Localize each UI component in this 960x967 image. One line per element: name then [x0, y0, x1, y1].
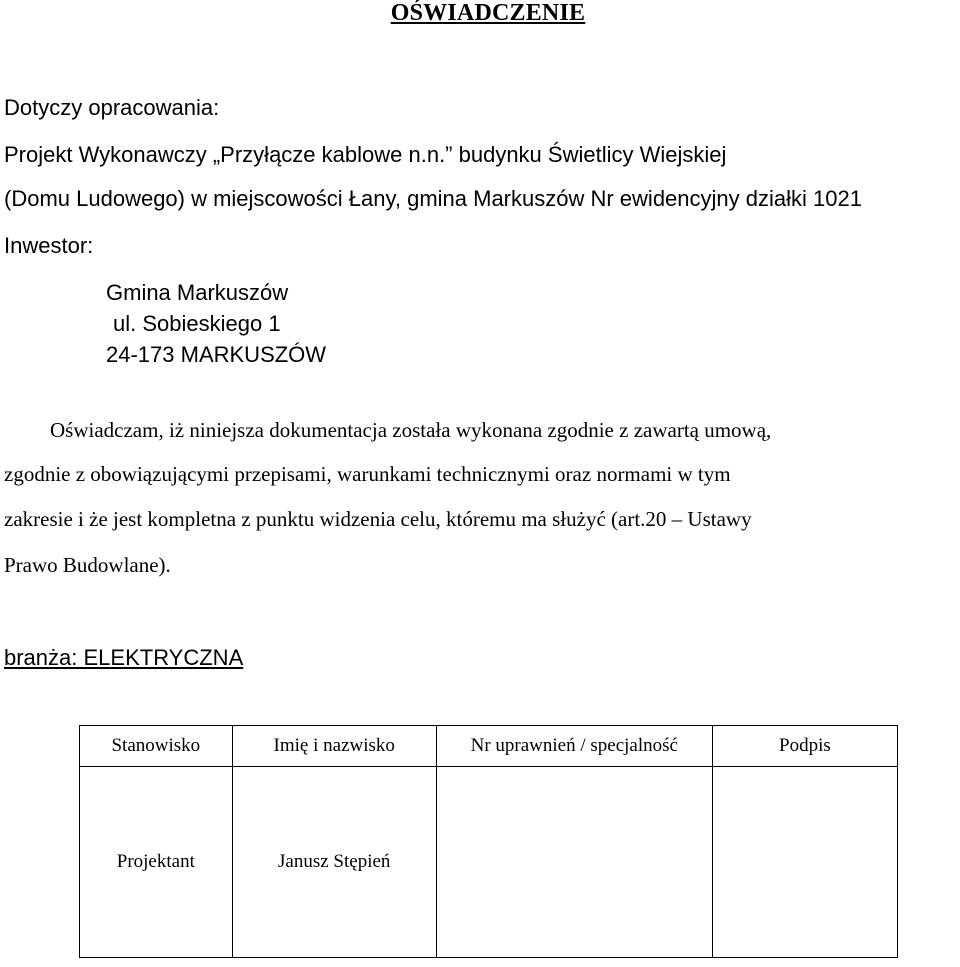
- cell-license: [436, 767, 712, 958]
- document-title: OŚWIADCZENIE: [390, 0, 586, 26]
- investor-street: ul. Sobieskiego 1: [113, 311, 281, 336]
- investor-name: Gmina Markuszów: [106, 280, 289, 305]
- cell-position: Projektant: [80, 767, 233, 958]
- signature-table: [79, 725, 898, 958]
- branch-label: branża: ELEKTRYCZNA: [4, 645, 244, 670]
- column-header-name: Imię i nazwisko: [232, 726, 436, 767]
- declaration-line-2: zgodnie z obowiązującymi przepisami, warunkami technicznymi oraz normami w tym: [4, 462, 731, 486]
- column-header-position: Stanowisko: [80, 726, 233, 767]
- declaration-line-3: zakresie i że jest kompletna z punktu widzenia celu, któremu ma służyć (art.20 – Ustawy: [4, 507, 752, 531]
- cell-signature: [712, 767, 897, 958]
- declaration-line-1: Oświadczam, iż niniejsza dokumentacja została wykonana zgodnie z zawartą umową,: [50, 418, 772, 442]
- table-row: [80, 767, 898, 958]
- declaration-line-4: Prawo Budowlane).: [4, 553, 171, 577]
- investor-label: Inwestor:: [4, 233, 94, 258]
- table-header-row: [80, 726, 898, 767]
- column-header-signature: Podpis: [712, 726, 897, 767]
- project-line-1: Projekt Wykonawczy „Przyłącze kablowe n.n.” budynku Świetlicy Wiejskiej: [4, 142, 727, 167]
- cell-name: Janusz Stępień: [232, 767, 436, 958]
- project-heading: Dotyczy opracowania:: [4, 95, 220, 120]
- investor-city: 24-173 MARKUSZÓW: [106, 342, 327, 367]
- column-header-license: Nr uprawnień / specjalność: [436, 726, 712, 767]
- project-line-2: (Domu Ludowego) w miejscowości Łany, gmina Markuszów Nr ewidencyjny działki 1021: [4, 186, 862, 211]
